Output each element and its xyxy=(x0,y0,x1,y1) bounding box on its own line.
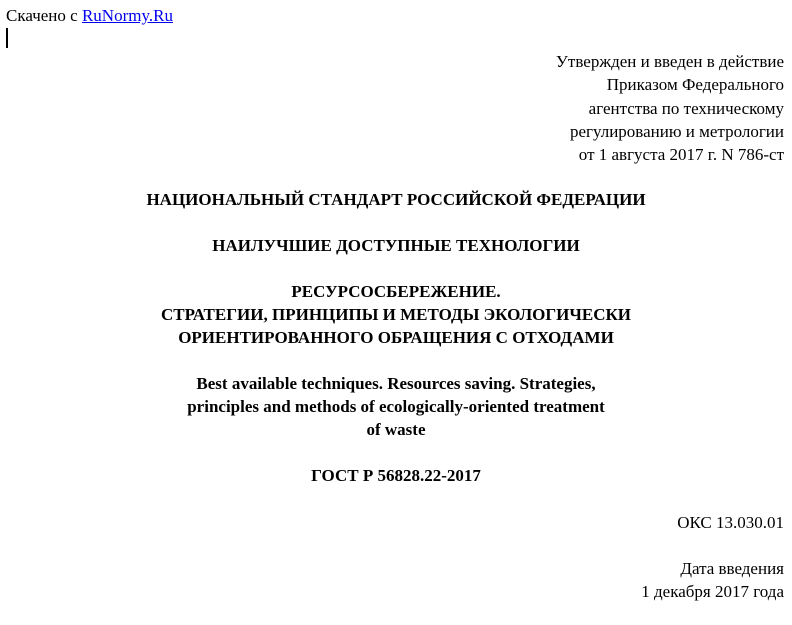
approval-line: Приказом Федерального xyxy=(606,75,784,95)
title-line: of waste xyxy=(366,420,426,439)
source-prefix: Скачено с xyxy=(6,6,82,25)
approval-block xyxy=(556,50,784,166)
introduction-label: Дата введения xyxy=(680,559,784,578)
best-available-heading xyxy=(0,234,792,257)
approval-line: Утвержден и введен в действие xyxy=(555,52,784,71)
runormy-link[interactable]: RuNormy.Ru xyxy=(81,6,173,25)
heading-line: НАЦИОНАЛЬНЫЙ СТАНДАРТ РОССИЙСКОЙ ФЕДЕРАЦИИ xyxy=(146,190,646,209)
gost-number xyxy=(0,464,792,487)
heading-line: НАИЛУЧШИЕ ДОСТУПНЫЕ ТЕХНОЛОГИИ xyxy=(212,236,580,255)
approval-line: агентства по техническому xyxy=(588,98,784,118)
source-line xyxy=(6,6,173,26)
title-line: ОРИЕНТИРОВАННОГО ОБРАЩЕНИЯ С ОТХОДАМИ xyxy=(178,328,614,347)
oks-code: ОКС 13.030.01 xyxy=(677,513,784,532)
title-line: Best available techniques. Resources saving. Strategies, xyxy=(196,374,596,393)
russian-title xyxy=(0,280,792,349)
title-line: principles and methods of ecologically-oriented treatment xyxy=(187,397,605,416)
approval-line: регулированию и метрологии xyxy=(569,121,784,141)
introduction-date: 1 декабря 2017 года xyxy=(641,582,784,601)
text-cursor xyxy=(6,28,8,48)
english-title xyxy=(0,372,792,441)
title-line: РЕСУРСОСБЕРЕЖЕНИЕ. xyxy=(291,282,501,301)
approval-line: от 1 августа 2017 г. N 786-ст xyxy=(578,145,784,165)
introduction-date-block xyxy=(641,557,784,603)
national-standard-heading xyxy=(0,188,792,211)
title-line: СТРАТЕГИИ, ПРИНЦИПЫ И МЕТОДЫ ЭКОЛОГИЧЕСКИ xyxy=(160,305,632,324)
gost-line: ГОСТ Р 56828.22-2017 xyxy=(311,466,481,485)
